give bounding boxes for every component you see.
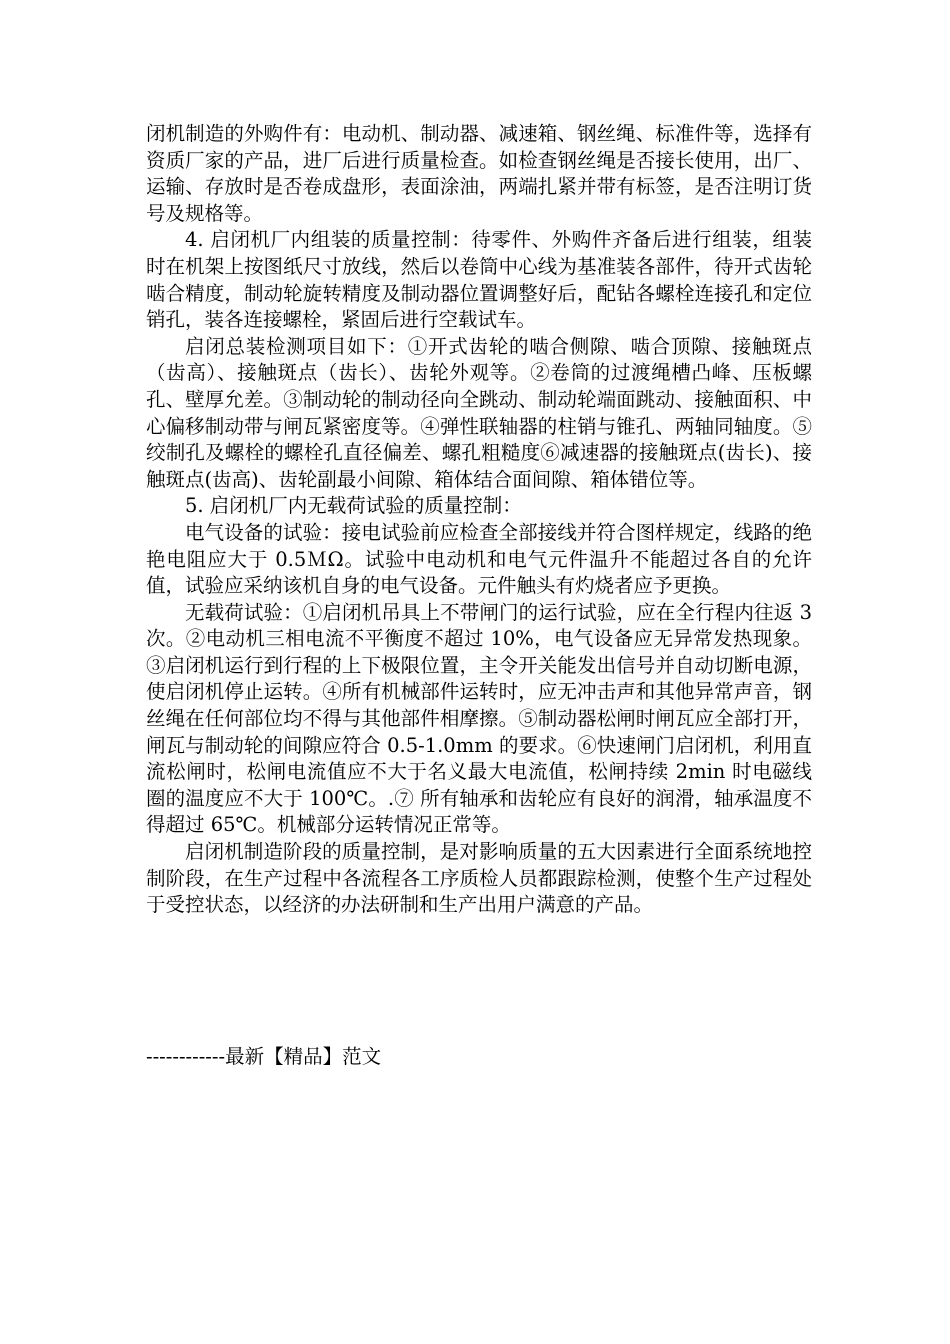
footer-text: ------------最新【精品】范文 <box>146 1045 382 1068</box>
paragraph-no-load-test-heading: 5. 启闭机厂内无载荷试验的质量控制： <box>185 494 522 518</box>
paragraph-assembly-quality-control: 4. 启闭机厂内组装的质量控制：待零件、外购件齐备后进行组装，组装时在机架上按图纸尺寸放线，然后以卷筒中心线为基准装各部件，待开式齿轮啮合精度，制动轮旋转精度及制动器位置调整好后，配钻各螺栓连接孔和定位销孔，装各连接螺栓，紧固后进行空载试车。 <box>146 228 812 332</box>
paragraph-electrical-test: 电气设备的试验：接电试验前应检查全部接线并符合图样规定，线路的绝艳电阻应大于 0.5ＭΩ。试验中电动机和电气元件温升不能超过各自的允许值，试验应采纳该机自身的电气设备。元件触头有灼烧者应予更换。 <box>146 520 812 598</box>
paragraph-purchased-parts: 闭机制造的外购件有：电动机、制动器、减速箱、钢丝绳、标准件等，选择有资质厂家的产品，进厂后进行质量检查。如检查钢丝绳是否接长使用，出厂、运输、存放时是否卷成盘形，表面涂油，两端扎紧并带有标签，是否注明订货号及规格等。 <box>146 122 812 225</box>
paragraph-assembly-inspection-items: 启闭总装检测项目如下：①开式齿轮的啮合侧隙、啮合顶隙、接触斑点（齿高）、接触斑点（齿长）、齿轮外观等。②卷筒的过渡绳槽凸峰、压板螺孔、壁厚允差。③制动轮的制动径向全跳动、制动轮端面跳动、接触面积、中心偏移制动带与闸瓦紧密度等。④弹性联轴器的柱销与锥孔、两轴同轴度。⑤绞制孔及螺栓的螺栓孔直径偏差、螺孔粗糙度⑥减速器的接触斑点(齿长)、接触斑点(齿高)、齿轮副最小间隙、箱体结合面间隙、箱体错位等。 <box>146 334 812 491</box>
paragraph-no-load-test: 无载荷试验：①启闭机吊具上不带闸门的运行试验，应在全行程内往返 3 次。②电动机三相电流不平衡度不超过 10%，电气设备应无异常发热现象。③启闭机运行到行程的上下极限位置，主令开关能发出信号并自动切断电源，使启闭机停止运转。④所有机械部件运转时，应无冲击声和其他异常声音，钢丝绳在任何部位均不得与其他部件相摩擦。⑤制动器松闸时闸瓦应全部打开，闸瓦与制动轮的间隙应符合 0.5-1.0mm 的要求。⑥快速闸门启闭机，利用直流松闸时，松闸电流值应不大于名义最大电流值，松闸持续 2min 时电磁线圈的温度应不大于 100℃。.⑦ 所有轴承和齿轮应有良好的润滑，轴承温度不得超过 65℃。机械部分运转情况正常等。 <box>146 600 812 837</box>
paragraph-manufacturing-stage-summary: 启闭机制造阶段的质量控制，是对影响质量的五大因素进行全面系统地控制阶段，在生产过程中各流程各工序质检人员都跟踪检测，使整个生产过程处于受控状态，以经济的办法研制和生产出用户满意的产品。 <box>146 840 812 917</box>
document-body <box>146 121 812 919</box>
